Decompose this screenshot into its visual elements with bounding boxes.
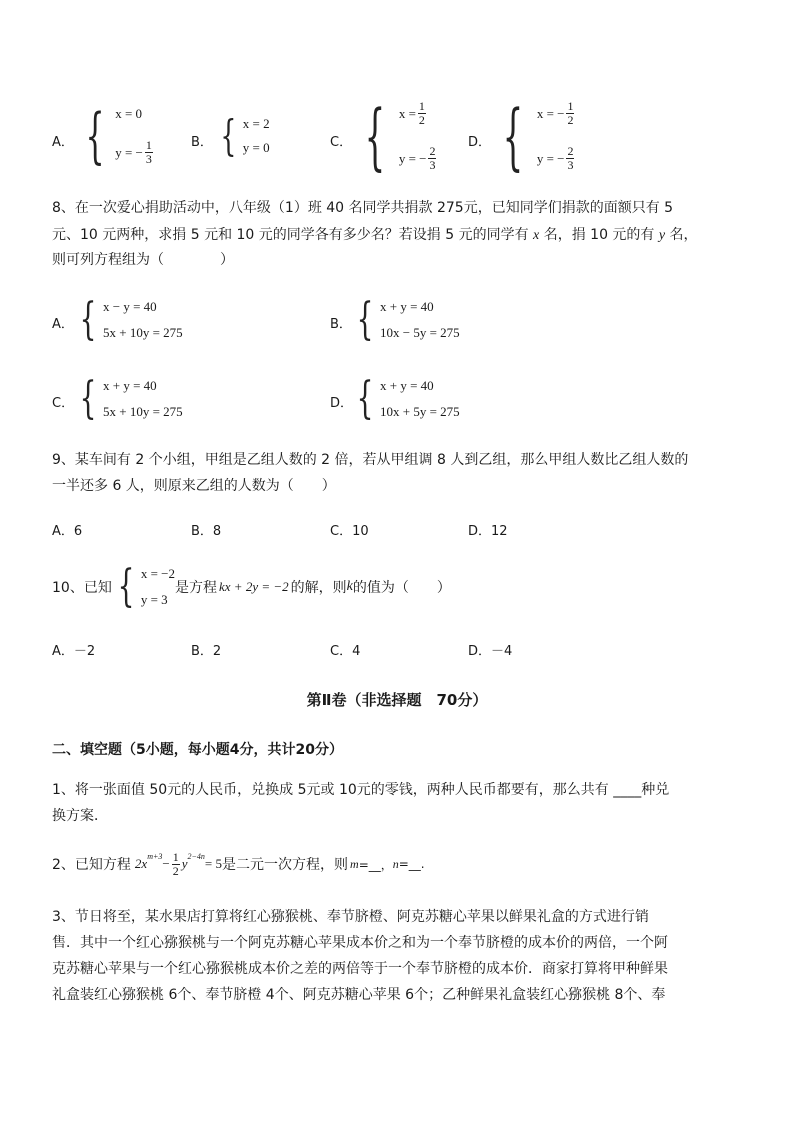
q8-line-3: 则可列方程组为（ ） — [52, 252, 234, 268]
q10-option-b: B．2 — [191, 644, 222, 659]
q9-option-b: B．8 — [191, 524, 222, 539]
q8-option-a-label: A． — [52, 317, 74, 332]
q7-option-c-label: C． — [330, 135, 353, 150]
section2-heading: 二、填空题（5小题，每小题4分，共计20分） — [52, 742, 343, 758]
q8-option-d-system — [351, 373, 460, 424]
q8-a-eq1: x − y = 40 — [103, 299, 157, 314]
f3-line-2: 售．其中一个红心猕猴桃与一个阿克苏糖心苹果成本价之和为一个奉节脐橙的成本价的两倍，一个阿 — [52, 935, 668, 951]
q8-b-eq2: 10x − 5y = 275 — [380, 325, 460, 340]
q8-c-eq2: 5x + 10y = 275 — [103, 404, 183, 419]
q8-c-eq1: x + y = 40 — [103, 378, 157, 393]
q8-option-b-label: B． — [330, 317, 352, 332]
q9-line-1: 9、某车间有 2 个小组，甲组是乙组人数的 2 倍，若从甲组调 8 人到乙组，那么甲组人数比乙组人数的 — [52, 452, 689, 468]
q7-option-b-label: B． — [191, 135, 213, 150]
q9-option-a: A．6 — [52, 524, 83, 539]
q7-option-b-system — [215, 111, 270, 160]
f3-line-1: 3、节日将至，某水果店打算将红心猕猴桃、奉节脐橙、阿克苏糖心苹果以鲜果礼盒的方式进行销 — [52, 909, 649, 925]
q7-option-c-system — [352, 94, 438, 178]
q8-d-eq2: 10x + 5y = 275 — [380, 404, 460, 419]
f3-line-3: 克苏糖心苹果与一个红心猕猴桃成本价之差的两倍等于一个奉节脐橙的成本价．商家打算将甲种鲜果 — [52, 961, 668, 977]
q10-option-a: A．－2 — [52, 644, 96, 659]
q7-option-a-label: A． — [52, 135, 74, 150]
q7-b-eq2: y = 0 — [242, 140, 270, 155]
f2-line: 2、已知方程 2x $^{m+3}$ − $\frac{1}{2}$ y $^{2-4n}$ = 5 是二元一次方程，则 m =__， n =__. — [52, 849, 425, 878]
brace-icon: { — [356, 373, 374, 424]
q8-line-2: 元、10 元两种，求捐 5 元和 10 元的同学各有多少名？若设捐 5 元的同学有 x 名，捐 10 元的有 y 名， — [52, 227, 698, 243]
q8-a-eq2: 5x + 10y = 275 — [103, 325, 183, 340]
f1-line-1: 1、将一张面值 50元的人民币，兑换成 5元或 10元的零钱，两种人民币都要有，那么共有 ____种兑 — [52, 782, 670, 798]
q9-option-d: D．12 — [468, 524, 508, 539]
q7-option-a-system — [76, 101, 155, 171]
q10-option-d: D．－4 — [468, 644, 513, 659]
brace-icon: { — [79, 373, 97, 424]
q8-option-a-system — [74, 294, 183, 345]
q8-d-eq1: x + y = 40 — [380, 378, 434, 393]
q7-a-eq2: y = − $\frac{1}{3}$ — [115, 138, 152, 166]
q10-equation: kx + 2y = −2 — [219, 579, 289, 594]
q7-b-eq1: x = 2 — [242, 116, 270, 131]
q10-eq2: y = 3 — [140, 592, 168, 607]
q8-option-c-label: C． — [52, 396, 75, 411]
brace-icon: { — [502, 94, 524, 178]
q8-option-d-label: D． — [330, 396, 354, 411]
q7-a-eq1: x = 0 — [115, 106, 143, 121]
q10-eq1: x = −2 — [140, 566, 175, 581]
q10-option-c: C．4 — [330, 644, 361, 659]
brace-icon: { — [85, 101, 105, 171]
brace-icon: { — [79, 294, 97, 345]
q7-option-d-system — [490, 94, 576, 178]
part2-title: 第Ⅱ卷（非选择题 70分） — [306, 691, 488, 709]
brace-icon: { — [220, 111, 237, 160]
brace-icon: { — [364, 94, 386, 178]
q7-d-eq1: x = − $\frac{1}{2}$ — [536, 99, 574, 127]
q8-option-c-system — [74, 373, 183, 424]
f1-line-2: 换方案． — [52, 808, 108, 824]
q7-option-d-label: D． — [468, 135, 492, 150]
q7-c-eq1: x = $\frac{1}{2}$ — [398, 99, 425, 127]
q8-option-b-system — [351, 294, 460, 345]
q7-c-eq2: y = − $\frac{2}{3}$ — [398, 144, 436, 172]
q8-b-eq1: x + y = 40 — [380, 299, 434, 314]
q9-line-2: 一半还多 6 人，则原来乙组的人数为（ ） — [52, 478, 336, 494]
brace-icon: { — [356, 294, 374, 345]
q10-stem: 10、已知 { x = −2 y = 3 是方程 kx + 2y = −2 的解，则 k 的值为（ ） — [52, 561, 451, 612]
q7-d-eq2: y = − $\frac{2}{3}$ — [536, 144, 574, 172]
q9-option-c: C．10 — [330, 524, 369, 539]
q8-line-1: 8、在一次爱心捐助活动中，八年级（1）班 40 名同学共捐款 275元，已知同学们捐款的面额只有 5 — [52, 200, 674, 216]
brace-icon: { — [117, 561, 135, 612]
f3-line-4: 礼盒装红心猕猴桃 6个、奉节脐橙 4个、阿克苏糖心苹果 6个；乙种鲜果礼盒装红心猕猴桃 8个、奉 — [52, 987, 666, 1003]
